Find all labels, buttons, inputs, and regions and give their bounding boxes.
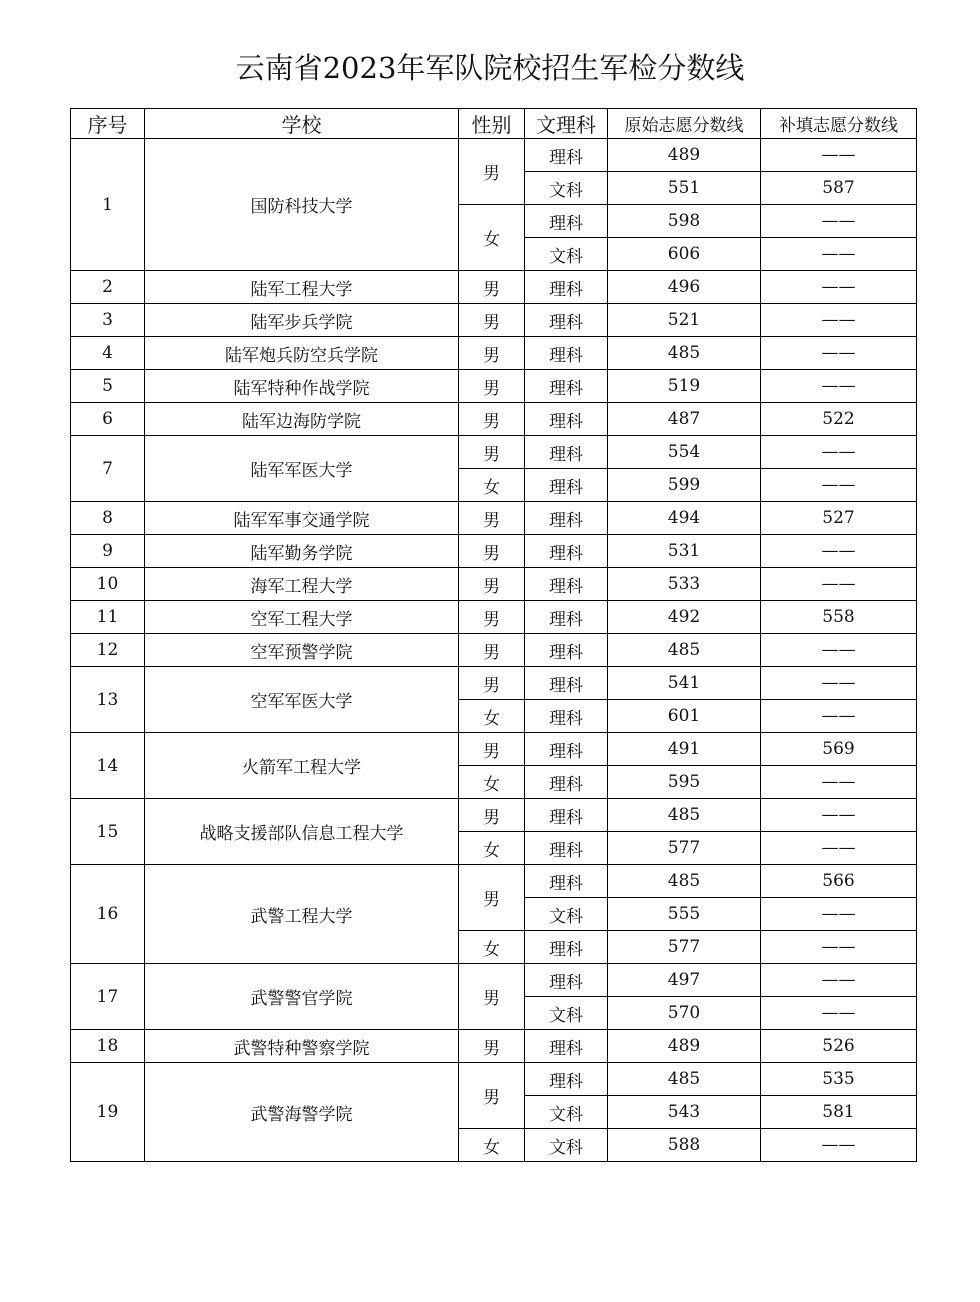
original-score-cell: 541 [608, 667, 761, 700]
gender-cell: 女 [459, 832, 525, 865]
track-cell: 理科 [525, 568, 608, 601]
track-cell: 文科 [525, 1129, 608, 1162]
gender-cell: 男 [459, 865, 525, 931]
table-row [71, 502, 917, 535]
track-cell: 理科 [525, 1063, 608, 1096]
track-cell: 理科 [525, 535, 608, 568]
track-cell: 理科 [525, 502, 608, 535]
original-score-cell: 598 [608, 205, 761, 238]
original-score-cell: 489 [608, 139, 761, 172]
gender-cell: 男 [459, 601, 525, 634]
school-name: 陆军边海防学院 [145, 403, 459, 436]
original-score-cell: 577 [608, 931, 761, 964]
gender-cell: 男 [459, 436, 525, 469]
school-number: 5 [71, 370, 145, 403]
school-name: 战略支援部队信息工程大学 [145, 799, 459, 865]
track-cell: 文科 [525, 997, 608, 1030]
school-number: 18 [71, 1030, 145, 1063]
track-cell: 理科 [525, 667, 608, 700]
gender-cell: 男 [459, 799, 525, 832]
school-name: 武警特种警察学院 [145, 1030, 459, 1063]
track-cell: 理科 [525, 436, 608, 469]
supplement-score-cell: —— [761, 931, 917, 964]
school-name: 陆军军事交通学院 [145, 502, 459, 535]
school-number: 13 [71, 667, 145, 733]
track-cell: 理科 [525, 469, 608, 502]
original-score-cell: 555 [608, 898, 761, 931]
table-row [71, 634, 917, 667]
gender-cell: 男 [459, 370, 525, 403]
track-cell: 理科 [525, 601, 608, 634]
school-number: 2 [71, 271, 145, 304]
supplement-score-cell: 527 [761, 502, 917, 535]
supplement-score-cell: —— [761, 535, 917, 568]
school-number: 1 [71, 139, 145, 271]
table-row [71, 964, 917, 997]
original-score-cell: 496 [608, 271, 761, 304]
track-cell: 理科 [525, 304, 608, 337]
gender-cell: 男 [459, 634, 525, 667]
school-name: 火箭军工程大学 [145, 733, 459, 799]
table-row [71, 139, 917, 172]
school-number: 3 [71, 304, 145, 337]
original-score-cell: 521 [608, 304, 761, 337]
supplement-score-cell: —— [761, 469, 917, 502]
table-row [71, 271, 917, 304]
school-name: 陆军炮兵防空兵学院 [145, 337, 459, 370]
gender-cell: 女 [459, 931, 525, 964]
table-row [71, 370, 917, 403]
supplement-score-cell: 526 [761, 1030, 917, 1063]
school-number: 12 [71, 634, 145, 667]
original-score-cell: 485 [608, 865, 761, 898]
original-score-cell: 543 [608, 1096, 761, 1129]
supplement-score-cell: —— [761, 832, 917, 865]
original-score-cell: 533 [608, 568, 761, 601]
table-row [71, 667, 917, 700]
gender-cell: 女 [459, 205, 525, 271]
gender-cell: 女 [459, 1129, 525, 1162]
supplement-score-cell: 558 [761, 601, 917, 634]
track-cell: 理科 [525, 832, 608, 865]
school-name: 武警工程大学 [145, 865, 459, 964]
supplement-score-cell: —— [761, 205, 917, 238]
school-name: 陆军勤务学院 [145, 535, 459, 568]
track-cell: 理科 [525, 700, 608, 733]
header-school: 学校 [145, 109, 459, 139]
school-name: 国防科技大学 [145, 139, 459, 271]
track-cell: 理科 [525, 403, 608, 436]
supplement-score-cell: —— [761, 337, 917, 370]
table-row [71, 601, 917, 634]
school-name: 武警海警学院 [145, 1063, 459, 1162]
track-cell: 文科 [525, 1096, 608, 1129]
supplement-score-cell: 522 [761, 403, 917, 436]
school-number: 16 [71, 865, 145, 964]
original-score-cell: 491 [608, 733, 761, 766]
header-gender: 性别 [459, 109, 525, 139]
school-number: 10 [71, 568, 145, 601]
supplement-score-cell: —— [761, 1129, 917, 1162]
original-score-cell: 485 [608, 634, 761, 667]
track-cell: 理科 [525, 799, 608, 832]
gender-cell: 男 [459, 535, 525, 568]
original-score-cell: 485 [608, 799, 761, 832]
score-table [70, 108, 917, 1162]
school-number: 17 [71, 964, 145, 1030]
track-cell: 理科 [525, 337, 608, 370]
header-row [71, 109, 917, 139]
school-name: 陆军军医大学 [145, 436, 459, 502]
school-number: 14 [71, 733, 145, 799]
table-row [71, 436, 917, 469]
original-score-cell: 570 [608, 997, 761, 1030]
supplement-score-cell: 535 [761, 1063, 917, 1096]
table-row [71, 535, 917, 568]
gender-cell: 男 [459, 667, 525, 700]
table-row [71, 1030, 917, 1063]
original-score-cell: 485 [608, 1063, 761, 1096]
track-cell: 理科 [525, 766, 608, 799]
school-number: 9 [71, 535, 145, 568]
header-no: 序号 [71, 109, 145, 139]
supplement-score-cell: —— [761, 634, 917, 667]
gender-cell: 男 [459, 1030, 525, 1063]
gender-cell: 男 [459, 733, 525, 766]
score-table-body [71, 139, 917, 1162]
original-score-cell: 492 [608, 601, 761, 634]
track-cell: 理科 [525, 370, 608, 403]
supplement-score-cell: —— [761, 700, 917, 733]
school-name: 空军军医大学 [145, 667, 459, 733]
supplement-score-cell: —— [761, 238, 917, 271]
original-score-cell: 519 [608, 370, 761, 403]
track-cell: 理科 [525, 865, 608, 898]
school-name: 陆军特种作战学院 [145, 370, 459, 403]
supplement-score-cell: —— [761, 997, 917, 1030]
track-cell: 理科 [525, 634, 608, 667]
supplement-score-cell: 587 [761, 172, 917, 205]
supplement-score-cell: 581 [761, 1096, 917, 1129]
gender-cell: 男 [459, 1063, 525, 1129]
school-number: 4 [71, 337, 145, 370]
table-row [71, 568, 917, 601]
original-score-cell: 497 [608, 964, 761, 997]
supplement-score-cell: —— [761, 568, 917, 601]
original-score-cell: 551 [608, 172, 761, 205]
supplement-score-cell: 569 [761, 733, 917, 766]
school-number: 11 [71, 601, 145, 634]
track-cell: 理科 [525, 733, 608, 766]
supplement-score-cell: 566 [761, 865, 917, 898]
track-cell: 文科 [525, 898, 608, 931]
gender-cell: 男 [459, 568, 525, 601]
page-title: 云南省2023年军队院校招生军检分数线 [235, 51, 745, 85]
track-cell: 理科 [525, 139, 608, 172]
table-row [71, 865, 917, 898]
table-row [71, 733, 917, 766]
header-supplement-score: 补填志愿分数线 [761, 109, 917, 139]
original-score-cell: 531 [608, 535, 761, 568]
gender-cell: 女 [459, 469, 525, 502]
table-row [71, 304, 917, 337]
header-track: 文理科 [525, 109, 608, 139]
track-cell: 文科 [525, 172, 608, 205]
school-name: 空军预警学院 [145, 634, 459, 667]
track-cell: 理科 [525, 205, 608, 238]
original-score-cell: 487 [608, 403, 761, 436]
supplement-score-cell: —— [761, 304, 917, 337]
header-original-score: 原始志愿分数线 [608, 109, 761, 139]
table-row [71, 799, 917, 832]
school-number: 19 [71, 1063, 145, 1162]
original-score-cell: 554 [608, 436, 761, 469]
supplement-score-cell: —— [761, 964, 917, 997]
gender-cell: 男 [459, 337, 525, 370]
supplement-score-cell: —— [761, 667, 917, 700]
original-score-cell: 595 [608, 766, 761, 799]
school-name: 陆军步兵学院 [145, 304, 459, 337]
table-row [71, 403, 917, 436]
school-number: 15 [71, 799, 145, 865]
supplement-score-cell: —— [761, 766, 917, 799]
table-row [71, 1063, 917, 1096]
school-name: 武警警官学院 [145, 964, 459, 1030]
supplement-score-cell: —— [761, 139, 917, 172]
original-score-cell: 489 [608, 1030, 761, 1063]
original-score-cell: 599 [608, 469, 761, 502]
school-number: 7 [71, 436, 145, 502]
supplement-score-cell: —— [761, 799, 917, 832]
track-cell: 理科 [525, 931, 608, 964]
school-number: 6 [71, 403, 145, 436]
gender-cell: 男 [459, 403, 525, 436]
gender-cell: 男 [459, 304, 525, 337]
original-score-cell: 494 [608, 502, 761, 535]
original-score-cell: 485 [608, 337, 761, 370]
original-score-cell: 601 [608, 700, 761, 733]
supplement-score-cell: —— [761, 370, 917, 403]
school-name: 海军工程大学 [145, 568, 459, 601]
track-cell: 文科 [525, 238, 608, 271]
track-cell: 理科 [525, 271, 608, 304]
track-cell: 理科 [525, 1030, 608, 1063]
supplement-score-cell: —— [761, 898, 917, 931]
gender-cell: 女 [459, 700, 525, 733]
gender-cell: 男 [459, 964, 525, 1030]
school-name: 空军工程大学 [145, 601, 459, 634]
gender-cell: 男 [459, 271, 525, 304]
gender-cell: 男 [459, 139, 525, 205]
gender-cell: 男 [459, 502, 525, 535]
original-score-cell: 588 [608, 1129, 761, 1162]
original-score-cell: 577 [608, 832, 761, 865]
track-cell: 理科 [525, 964, 608, 997]
original-score-cell: 606 [608, 238, 761, 271]
gender-cell: 女 [459, 766, 525, 799]
supplement-score-cell: —— [761, 436, 917, 469]
school-number: 8 [71, 502, 145, 535]
school-name: 陆军工程大学 [145, 271, 459, 304]
table-row [71, 337, 917, 370]
supplement-score-cell: —— [761, 271, 917, 304]
